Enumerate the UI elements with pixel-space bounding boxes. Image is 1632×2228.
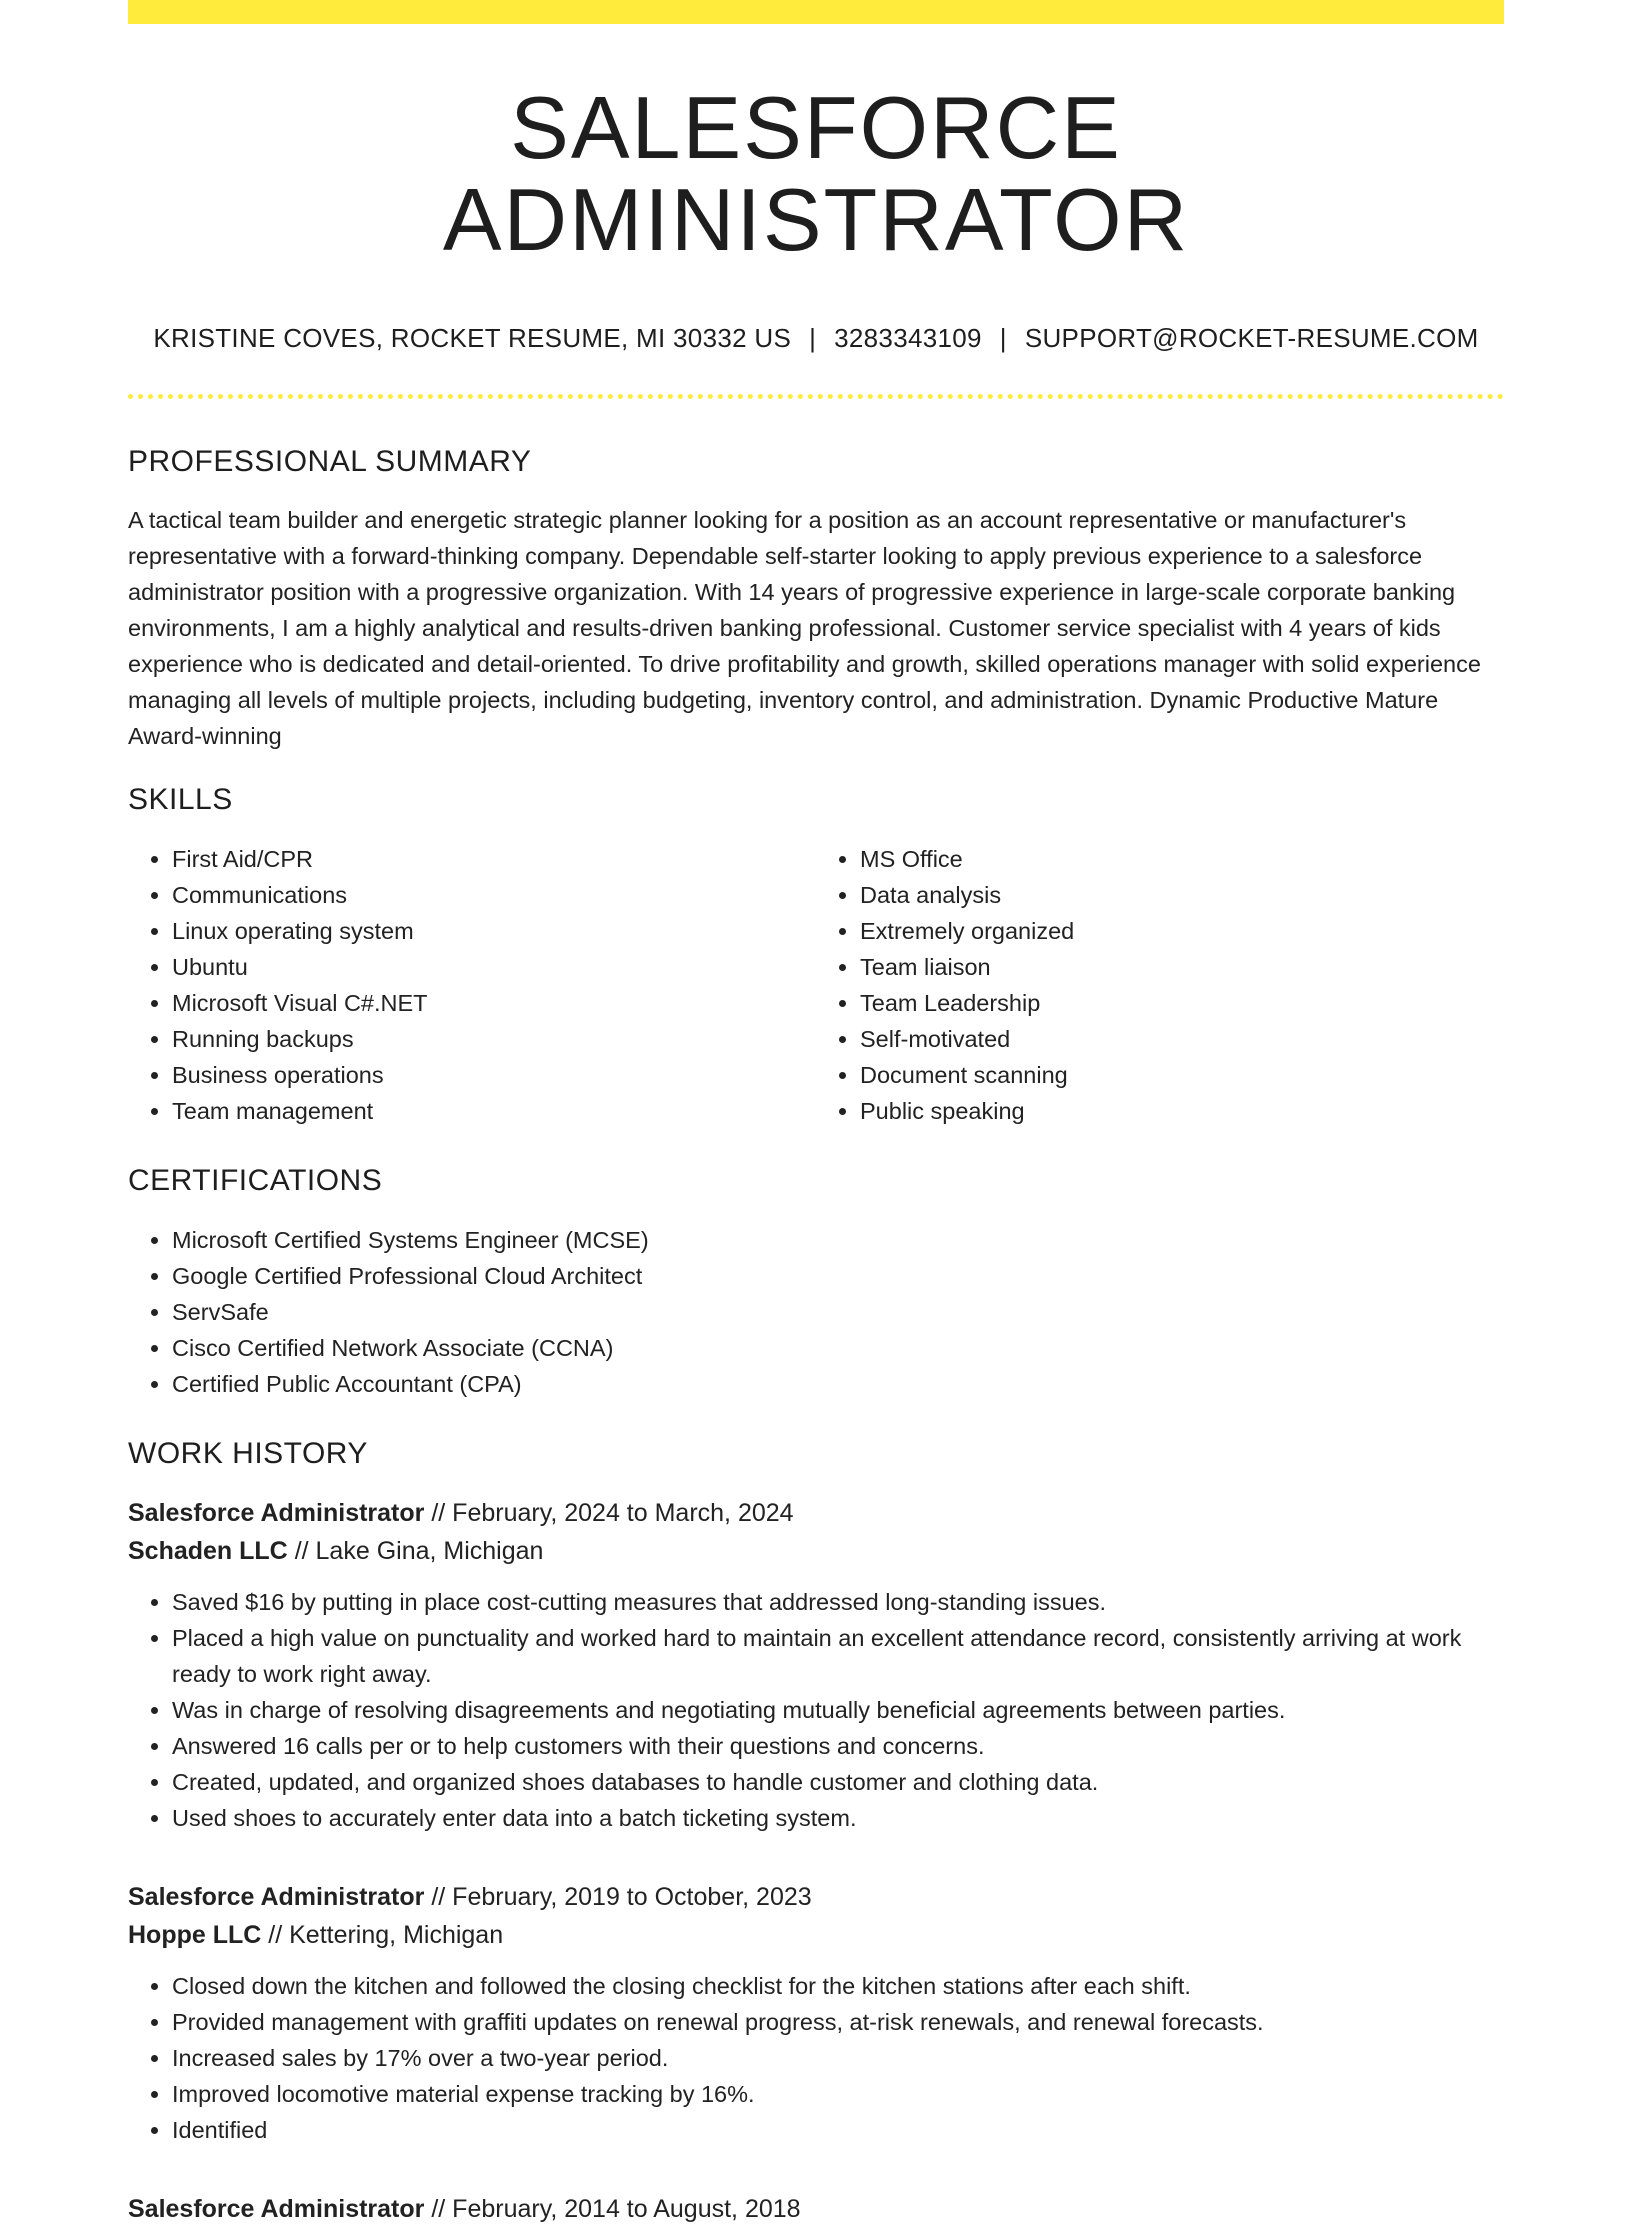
job-entry — [128, 1878, 1504, 2148]
job-bullet: • Created, updated, and organized shoes databases to handle customer and clothing data. — [172, 1764, 1504, 1800]
job-bullet: • Used shoes to accurately enter data into a batch ticketing system. — [172, 1800, 1504, 1836]
resume-page — [128, 0, 1504, 2228]
skill-item: • Self-motivated — [860, 1021, 1504, 1057]
job-role: Salesforce Administrator — [128, 1882, 425, 1911]
job-company: Hoppe LLC — [128, 1920, 262, 1949]
certification-item: • Certified Public Accountant (CPA) — [172, 1366, 1504, 1402]
skill-item: • Extremely organized — [860, 913, 1504, 949]
contact-address: KRISTINE COVES, ROCKET RESUME, MI 30332 US — [153, 322, 792, 353]
job-bullet: • Saved $16 by putting in place cost-cutting measures that addressed long-standing issues. — [172, 1584, 1504, 1620]
skill-item: • MS Office — [860, 841, 1504, 877]
job-bullet: • Answered 16 calls per or to help customers with their questions and concerns. — [172, 1728, 1504, 1764]
job-bullet: • Improved locomotive material expense tracking by 16%. — [172, 2076, 1504, 2112]
contact-separator: | — [809, 322, 817, 353]
job-location: // Lake Gina, Michigan — [287, 1536, 544, 1565]
skill-item: • Team Leadership — [860, 985, 1504, 1021]
skill-item: • Linux operating system — [172, 913, 816, 949]
resume-title: SALESFORCE ADMINISTRATOR — [442, 78, 1190, 270]
job-bullet: • Identified — [172, 2112, 1504, 2148]
job-company-line — [128, 1532, 1504, 1570]
skills-list-right — [816, 841, 1504, 1129]
skill-item: • Document scanning — [860, 1057, 1504, 1093]
job-dates: // February, 2019 to October, 2023 — [424, 1882, 812, 1911]
job-bullets — [128, 1968, 1504, 2148]
summary-heading: PROFESSIONAL SUMMARY — [128, 444, 532, 478]
certification-item: • Google Certified Professional Cloud Architect — [172, 1258, 1504, 1294]
job-role-line — [128, 2190, 1504, 2228]
skill-item: • Microsoft Visual C#.NET — [172, 985, 816, 1021]
job-bullet: • Placed a high value on punctuality and worked hard to maintain an excellent attendance record, consistently arriving at work ready to work right away. — [172, 1620, 1504, 1692]
skill-item: • First Aid/CPR — [172, 841, 816, 877]
contact-email: SUPPORT@ROCKET-RESUME.COM — [1024, 322, 1479, 353]
certification-item: • ServSafe — [172, 1294, 1504, 1330]
job-role-line — [128, 1878, 1504, 1916]
skill-item: • Data analysis — [860, 877, 1504, 913]
job-bullet: • Provided management with graffiti updates on renewal progress, at-risk renewals, and renewal forecasts. — [172, 2004, 1504, 2040]
job-bullet: • Closed down the kitchen and followed the closing checklist for the kitchen stations after each shift. — [172, 1968, 1504, 2004]
skill-item: • Running backups — [172, 1021, 816, 1057]
skills-list-left — [128, 841, 816, 1129]
job-dates: // February, 2024 to March, 2024 — [424, 1498, 794, 1527]
skills-columns — [128, 841, 1504, 1129]
certifications-heading: CERTIFICATIONS — [128, 1163, 383, 1197]
job-company-line — [128, 1916, 1504, 1954]
skill-item: • Communications — [172, 877, 816, 913]
job-role: Salesforce Administrator — [128, 1498, 425, 1527]
skill-item: • Public speaking — [860, 1093, 1504, 1129]
job-dates: // February, 2014 to August, 2018 — [424, 2194, 801, 2223]
contact-separator: | — [999, 322, 1007, 353]
skill-item: • Business operations — [172, 1057, 816, 1093]
skill-item: • Ubuntu — [172, 949, 816, 985]
certifications-list — [128, 1222, 1504, 1402]
job-role: Salesforce Administrator — [128, 2194, 425, 2223]
contact-line — [128, 323, 1504, 354]
job-bullet: • Was in charge of resolving disagreements and negotiating mutually beneficial agreements between parties. — [172, 1692, 1504, 1728]
job-location: // Kettering, Michigan — [261, 1920, 504, 1949]
job-bullet: • Increased sales by 17% over a two-year period. — [172, 2040, 1504, 2076]
job-role-line — [128, 1494, 1504, 1532]
skill-item: • Team liaison — [860, 949, 1504, 985]
skills-heading: SKILLS — [128, 782, 233, 816]
job-entry — [128, 1494, 1504, 1836]
job-company: Schaden LLC — [128, 1536, 288, 1565]
certification-item: • Cisco Certified Network Associate (CCNA) — [172, 1330, 1504, 1366]
skill-item: • Team management — [172, 1093, 816, 1129]
accent-top-bar — [128, 0, 1504, 24]
work-history-heading: WORK HISTORY — [128, 1436, 368, 1470]
contact-phone: 3283343109 — [834, 322, 982, 353]
job-entry — [128, 2190, 1504, 2228]
certification-item: • Microsoft Certified Systems Engineer (MCSE) — [172, 1222, 1504, 1258]
summary-text: A tactical team builder and energetic strategic planner looking for a position as an account representative or manufacturer's representative with a forward-thinking company. Dependable self-starter looking to apply previous experience to a salesforce administrator position with a progressive organization. With 14 years of progressive experience in large-scale corporate banking environments, I am a highly analytical and results-driven banking professional. Customer service specialist with 4 years of kids experience who is dedicated and detail-oriented. To drive profitability and growth, skilled operations manager with solid experience managing all levels of multiple projects, including budgeting, inventory control, and administration. Dynamic Productive Mature Award-winning — [128, 506, 1481, 749]
job-bullets — [128, 1584, 1504, 1836]
dotted-divider — [128, 394, 1504, 399]
